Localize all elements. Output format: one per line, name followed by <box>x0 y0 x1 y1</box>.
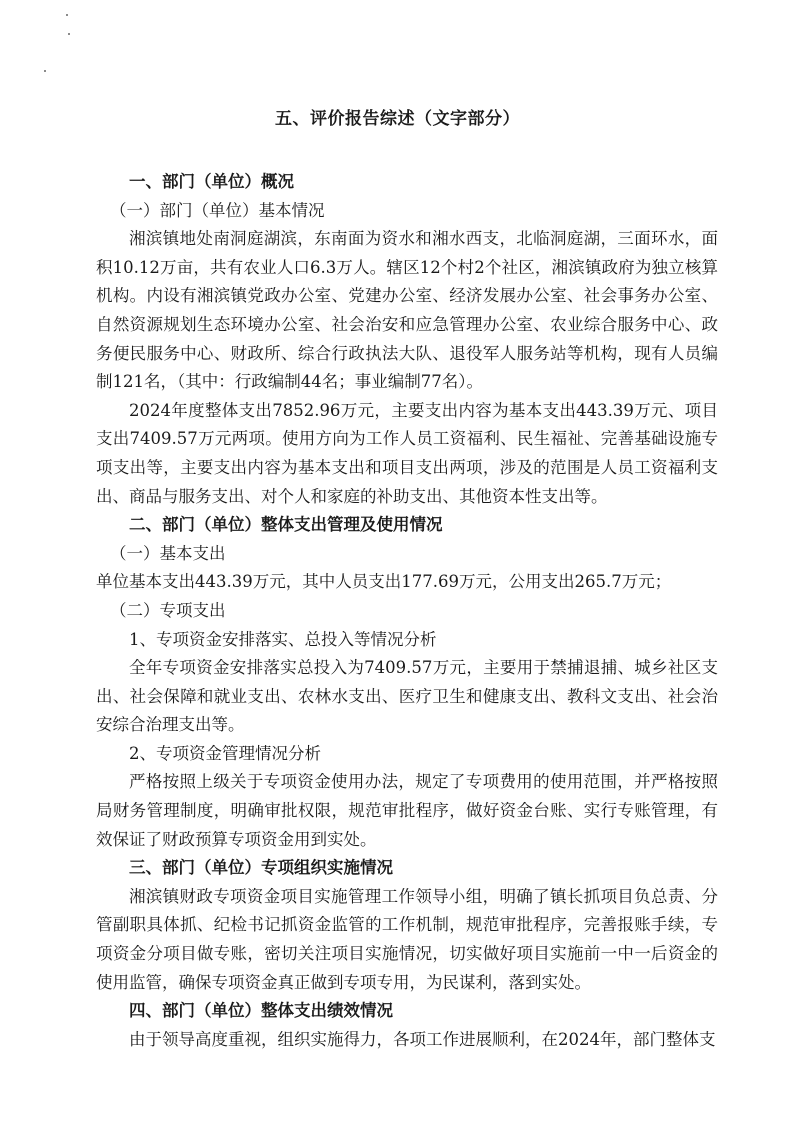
section-2-heading: 二、部门（单位）整体支出管理及使用情况 <box>129 515 443 535</box>
section-1-paragraph-2: 2024年度整体支出7852.96万元，主要支出内容为基本支出443.39万元、项目支出7409.57万元两项。使用方向为工作人员工资福利、民生福祉、完善基础设施专项支出等，主要支出内容为基本支出和项目支出两项，涉及的范围是人员工资福利支出、商品与服务支出、对个人和家庭的补助支出、其他资本性支出等。 <box>96 400 718 506</box>
section-1-heading: 一、部门（单位）概况 <box>129 172 294 191</box>
section-2-paragraph-3: 严格按照上级关于专项资金使用办法，规定了专项费用的使用范围，并严格按照局财务管理制度，明确审批权限，规范审批程序，做好资金台账、实行专账管理，有效保证了财政预算专项资金用到实处。 <box>96 772 718 849</box>
section-1-subheading-1: （一）部门（单位）基本情况 <box>110 200 325 220</box>
document-body <box>96 168 718 1054</box>
section-2-item-1: 1、专项资金安排落实、总投入等情况分析 <box>129 629 437 649</box>
section-1-paragraph-1: 湘滨镇地处南洞庭湖滨，东南面为资水和湘水西支，北临洞庭湖，三面环水，面积10.12万亩，共有农业人口6.3万人。辖区12个村2个社区，湘滨镇政府为独立核算机构。内设有湘滨镇党政办公室、党建办公室、经济发展办公室、社会事务办公室、自然资源规划生态环境办公室、社会治安和应急管理办公室、农业综合服务中心、政务便民服务中心、财政所、综合行政执法大队、退役军人服务站等机构，现有人员编制121名，（其中：行政编制44名；事业编制77名）。 <box>96 229 718 392</box>
section-3-paragraph-1: 湘滨镇财政专项资金项目实施管理工作领导小组，明确了镇长抓项目负总责、分管副职具体抓、纪检书记抓资金监管的工作机制，规范审批程序，完善报账手续，专项资金分项目做专账，密切关注项目实施情况，切实做好项目实施前一中一后资金的使用监管，确保专项资金真正做到专项专用，为民谋利，落到实处。 <box>96 886 718 992</box>
section-2-item-2: 2、专项资金管理情况分析 <box>129 743 321 763</box>
section-2-paragraph-2: 全年专项资金安排落实总投入为7409.57万元，主要用于禁捕退捕、城乡社区支出、社会保障和就业支出、农林水支出、医疗卫生和健康支出、教科文支出、社会治安综合治理支出等。 <box>96 658 718 735</box>
section-4-heading: 四、部门（单位）整体支出绩效情况 <box>129 1001 393 1021</box>
section-3-heading: 三、部门（单位）专项组织实施情况 <box>129 858 393 878</box>
section-4-paragraph-1: 由于领导高度重视，组织实施得力，各项工作进展顺利，在2024年，部门整体支 <box>129 1029 716 1049</box>
section-2-subheading-2: （二）专项支出 <box>110 600 226 620</box>
section-2-paragraph-1: 单位基本支出443.39万元，其中人员支出177.69万元，公用支出265.7万元； <box>96 572 672 592</box>
section-2-subheading-1: （一）基本支出 <box>110 543 226 563</box>
page-title: 五、评价报告综述（文字部分） <box>275 109 520 129</box>
